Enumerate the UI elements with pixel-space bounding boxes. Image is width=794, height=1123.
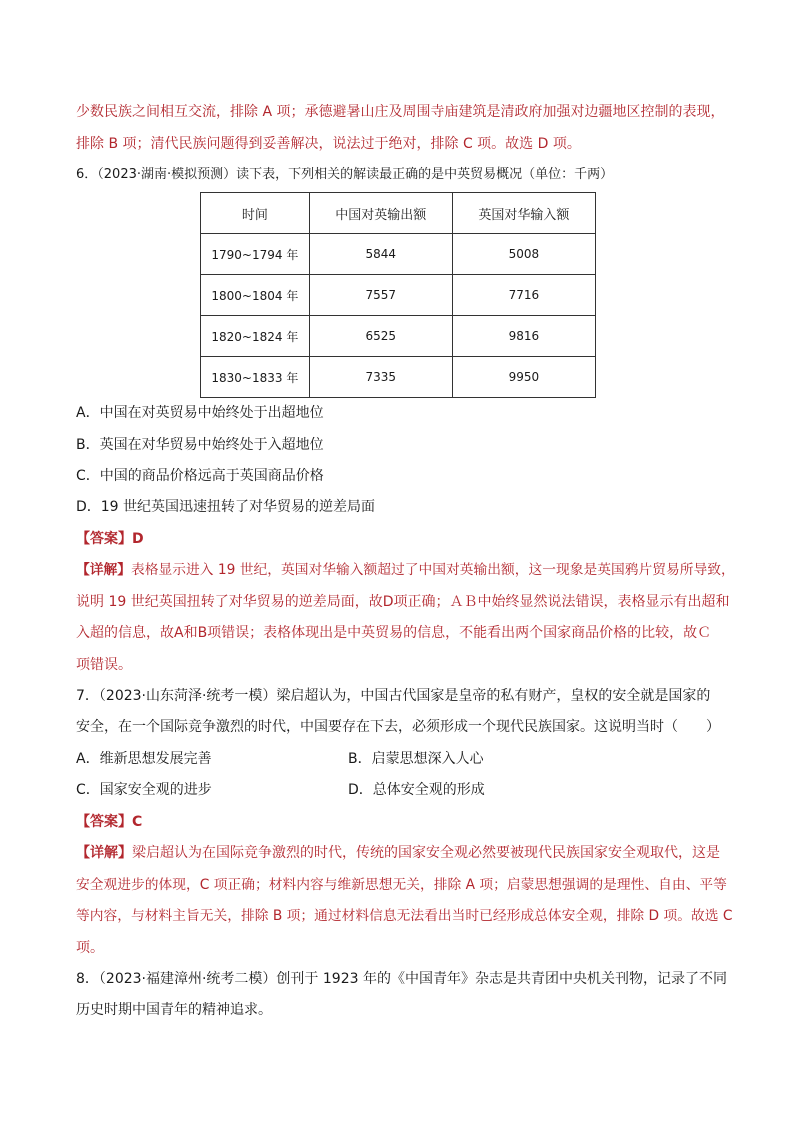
- answer-label: 【答案】: [76, 531, 132, 547]
- table-cell: 6525: [309, 316, 452, 357]
- table-row: [201, 234, 596, 275]
- q7-detail-line-1: [76, 843, 720, 863]
- detail-text: 表格显示进入 19 世纪，英国对华输入额超过了中国对英输出额，这一现象是英国鸦片贸易所导致，: [131, 562, 735, 578]
- q8-stem-line-2: 历史时期中国青年的精神追求。: [76, 1002, 272, 1018]
- table-row: [201, 275, 596, 316]
- q6-stem: 6．（2023·湖南·模拟预测）读下表，下列相关的解读最正确的是中英贸易概况（单位：千两）: [76, 167, 614, 182]
- q7-option-a: A．维新思想发展完善: [76, 751, 212, 767]
- q7-option-d: D．总体安全观的形成: [348, 782, 485, 798]
- table-row: [201, 316, 596, 357]
- carryover-line-1: 少数民族之间相互交流，排除 A 项；承德避暑山庄及周围寺庙建筑是清政府加强对边疆地区控制的表现，: [76, 104, 725, 120]
- q7-option-b: B．启蒙思想深入人心: [348, 751, 484, 767]
- table-cell: 9950: [452, 357, 595, 398]
- answer-value: C: [132, 814, 143, 830]
- table-cell: 7335: [309, 357, 452, 398]
- q7-answer: [76, 812, 142, 832]
- table-cell: 1820~1824 年: [201, 316, 310, 357]
- carryover-line-2: 排除 B 项；清代民族问题得到妥善解决，说法过于绝对，排除 C 项。故选 D 项。: [76, 136, 581, 152]
- trade-table: [200, 192, 596, 398]
- answer-value: D: [132, 531, 144, 547]
- table-cell: 5844: [309, 234, 452, 275]
- q6-detail-line-1: [76, 560, 735, 580]
- q6-detail-line-4: 项错误。: [76, 657, 132, 673]
- table-header-cell: 英国对华输入额: [452, 193, 595, 234]
- q6-option-a: A．中国在对英贸易中始终处于出超地位: [76, 405, 324, 421]
- q7-option-c: C．国家安全观的进步: [76, 782, 212, 798]
- table-cell: 1830~1833 年: [201, 357, 310, 398]
- table-header-cell: 时间: [201, 193, 310, 234]
- table-cell: 1800~1804 年: [201, 275, 310, 316]
- q7-detail-line-2: 安全观进步的体现，C 项正确；材料内容与维新思想无关，排除 A 项；启蒙思想强调的是理性、自由、平等: [76, 877, 727, 893]
- q6-detail-line-3: 入超的信息，故A和B项错误；表格体现出是中英贸易的信息，不能看出两个国家商品价格的比较，故Ｃ: [76, 625, 712, 641]
- q6-option-d: D．19 世纪英国迅速扭转了对华贸易的逆差局面: [76, 499, 376, 515]
- detail-text: 梁启超认为在国际竞争激烈的时代，传统的国家安全观必然要被现代民族国家安全观取代，这是: [132, 845, 720, 861]
- table-cell: 1790~1794 年: [201, 234, 310, 275]
- q8-stem-line-1: 8．（2023·福建漳州·统考二模）创刊于 1923 年的《中国青年》杂志是共青团中央机关刊物，记录了不同: [76, 971, 727, 987]
- detail-label: 【详解】: [76, 562, 132, 578]
- q7-detail-line-3: 等内容，与材料主旨无关，排除 B 项；通过材料信息无法看出当时已经形成总体安全观，排除 D 项。故选 C: [76, 908, 733, 924]
- q7-detail-line-4: 项。: [76, 940, 104, 956]
- q6-option-c: C．中国的商品价格远高于英国商品价格: [76, 468, 324, 484]
- table-cell: 7557: [309, 275, 452, 316]
- table-header-cell: 中国对英输出额: [309, 193, 452, 234]
- table-row: [201, 357, 596, 398]
- table-cell: 7716: [452, 275, 595, 316]
- table-cell: 9816: [452, 316, 595, 357]
- table-header-row: [201, 193, 596, 234]
- table-cell: 5008: [452, 234, 595, 275]
- answer-label: 【答案】: [76, 814, 132, 830]
- q7-stem-line-2: 安全，在一个国际竞争激烈的时代，中国要存在下去，必须形成一个现代民族国家。这说明当时（ ）: [76, 719, 720, 735]
- detail-label: 【详解】: [76, 845, 132, 861]
- q6-answer: [76, 529, 144, 549]
- q7-stem-line-1: 7．（2023·山东菏泽·统考一模）梁启超认为，中国古代国家是皇帝的私有财产，皇权的安全就是国家的: [76, 688, 711, 704]
- q6-option-b: B．英国在对华贸易中始终处于入超地位: [76, 437, 324, 453]
- q6-detail-line-2: 说明 19 世纪英国扭转了对华贸易的逆差局面，故D项正确；ＡＢ中始终显然说法错误，表格显示有出超和: [76, 594, 730, 610]
